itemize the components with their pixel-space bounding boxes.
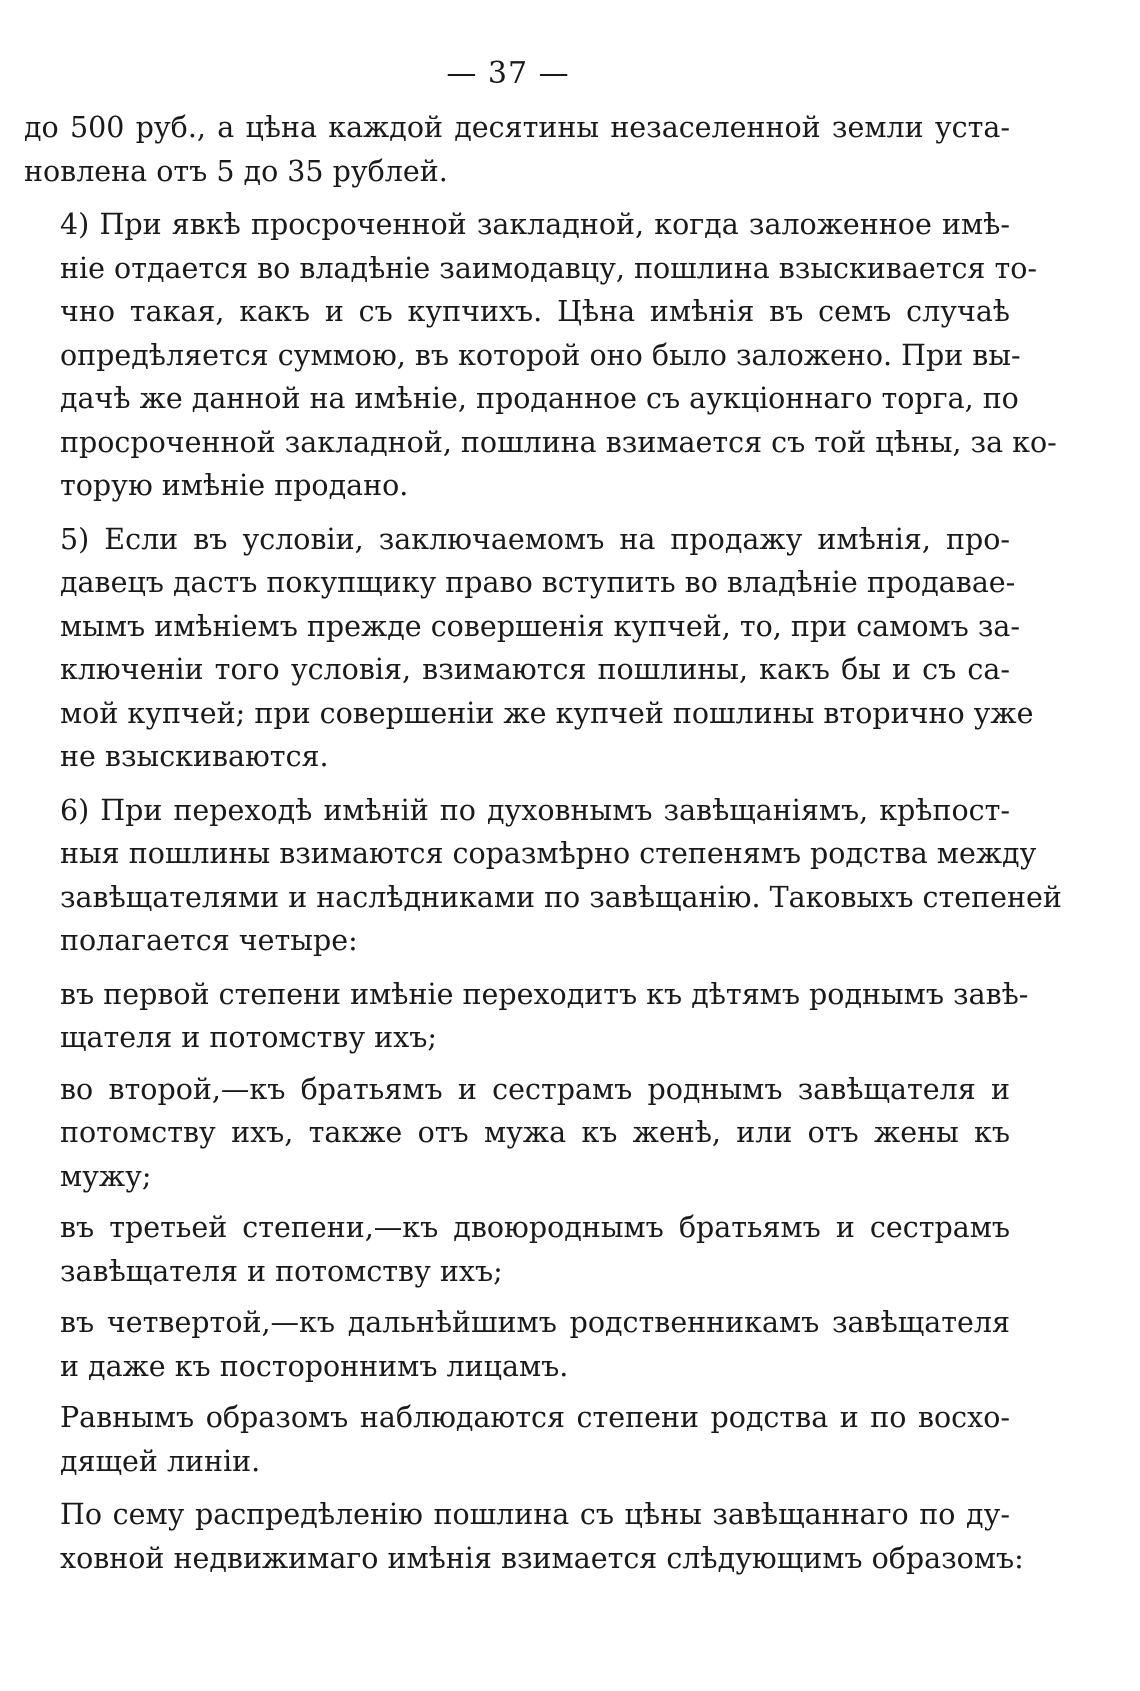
text-line: просроченной закладной, пошлина взимается съ той цѣны, за ко- bbox=[60, 425, 1057, 459]
text-line: торую имѣніе продано. bbox=[60, 469, 409, 502]
text-line: дящей линіи. bbox=[60, 1444, 261, 1478]
text-line: потомству ихъ, также отъ мужа къ женѣ, или отъ жены къ bbox=[60, 1116, 1010, 1149]
text-line: полагается четыре: bbox=[60, 924, 358, 957]
text-line: давецъ дастъ покупщику право вступить во владѣніе продавае- bbox=[60, 566, 1016, 599]
text-line: 6) При переходѣ имѣній по духовнымъ завѣщаніямъ, крѣпост- bbox=[60, 793, 1010, 827]
paragraph-degree-1 bbox=[24, 973, 1029, 1060]
text-line: мой купчей; при совершеніи же купчей пошлины вторично уже bbox=[60, 696, 1034, 730]
paragraph-ascending bbox=[24, 1396, 1010, 1483]
paragraph-item-5 bbox=[24, 518, 1034, 779]
text-line: ныя пошлины взимаются соразмѣрно степенямъ родства между bbox=[60, 837, 1037, 870]
paragraph-distribution bbox=[24, 1493, 1024, 1580]
text-line: завѣщателями и наслѣдниками по завѣщанію. Таковыхъ степеней bbox=[60, 880, 1062, 914]
text-line: и даже къ постороннимъ лицамъ. bbox=[60, 1349, 569, 1383]
text-line: чно такая, какъ и съ купчихъ. Цѣна имѣнія въ семъ случаѣ bbox=[60, 295, 1010, 328]
text-line: опредѣляется суммою, въ которой оно было заложено. При вы- bbox=[60, 338, 1021, 372]
paragraph-continuation bbox=[24, 106, 1010, 193]
text-line: до 500 руб., а цѣна каждой десятины незаселенной земли уста- bbox=[24, 111, 1010, 144]
text-line: ключеніи того условія, взимаются пошлины, какъ бы и съ са- bbox=[60, 653, 1010, 686]
text-line: мымъ имѣніемъ прежде совершенія купчей, то, при самомъ за- bbox=[60, 609, 1021, 643]
text-line: Равнымъ образомъ наблюдаются степени родства и по восхо- bbox=[60, 1401, 1010, 1434]
text-line: ніе отдается во владѣніе заимодавцу, пошлина взыскивается то- bbox=[60, 251, 1038, 285]
text-line: во второй,—къ братьямъ и сестрамъ роднымъ завѣщателя и bbox=[60, 1072, 1010, 1106]
text-line: въ первой степени имѣніе переходитъ къ дѣтямъ роднымъ завѣ- bbox=[60, 977, 1029, 1011]
paragraph-item-4 bbox=[24, 203, 1057, 508]
paragraph-item-6 bbox=[24, 789, 1062, 963]
body-text bbox=[24, 106, 1062, 1590]
page-number: — 37 — bbox=[446, 56, 570, 91]
paragraph-degree-2 bbox=[24, 1068, 1010, 1199]
text-line: щателя и потомству ихъ; bbox=[60, 1021, 437, 1054]
text-line: мужу; bbox=[60, 1159, 152, 1193]
paragraph-degree-3 bbox=[24, 1206, 1010, 1293]
text-line: не взыскиваются. bbox=[60, 740, 329, 773]
text-line: въ третьей степени,—къ двоюроднымъ братьямъ и сестрамъ bbox=[60, 1211, 1010, 1244]
text-line: въ четвертой,—къ дальнѣйшимъ родственникамъ завѣщателя bbox=[60, 1306, 1010, 1339]
text-line: дачѣ же данной на имѣніе, проданное съ аукціоннаго торга, по bbox=[60, 382, 1019, 415]
paragraph-degree-4 bbox=[24, 1301, 1010, 1388]
text-line: новлена отъ 5 до 35 рублей. bbox=[24, 154, 448, 188]
text-line: 5) Если въ условіи, заключаемомъ на продажу имѣнія, про- bbox=[60, 522, 1010, 556]
text-line: завѣщателя и потомству ихъ; bbox=[60, 1254, 503, 1288]
text-line: ховной недвижимаго имѣнія взимается слѣдующимъ образомъ: bbox=[60, 1541, 1024, 1575]
text-line: 4) При явкѣ просроченной закладной, когда заложенное имѣ- bbox=[60, 208, 1010, 241]
text-line: По сему распредѣленію пошлина съ цѣны завѣщаннаго по ду- bbox=[60, 1498, 1010, 1531]
